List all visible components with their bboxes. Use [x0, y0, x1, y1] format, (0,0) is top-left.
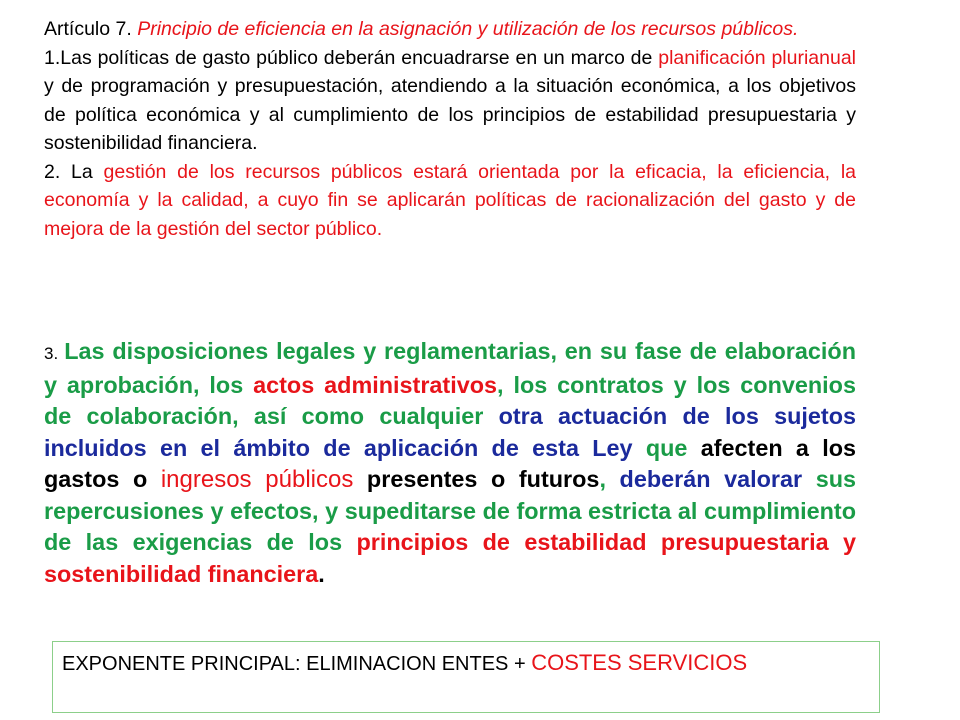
article-7-text	[44, 15, 856, 243]
p3-segment-12: principios de estabilidad presupuestaria y sostenibilidad financiera	[44, 529, 856, 587]
paragraph-3	[44, 336, 856, 590]
p3-segment-9: ,	[599, 466, 620, 492]
p3-segment-3: , los contratos y los convenios de colaboración, así como cualquier	[44, 371, 856, 429]
paragraph-2-number: 2. La	[44, 160, 104, 183]
p3-segment-4: otra actuación de los sujetos incluidos en el ámbito de aplicación de esta Ley	[44, 403, 856, 461]
p3-segment-5: que	[632, 434, 701, 461]
p3-segment-10: deberán valorar	[619, 466, 803, 492]
p3-segment-1: Las disposiciones legales y reglamentarias, en su fase de elaboración y aprobación, los	[44, 338, 857, 398]
p3-segment-7: ingresos públicos	[160, 466, 354, 493]
p3-segment-2: actos administrativos	[253, 371, 498, 398]
p3-segment-6: afecten a los gastos o	[44, 434, 856, 492]
paragraph-1	[44, 44, 856, 158]
p3-segment-11: sus repercusiones y efectos, y supeditarse de forma estricta al cumplimiento de las exigencias de los	[44, 466, 857, 555]
p3-segment-13: .	[318, 560, 325, 587]
paragraph-3-number: 3.	[44, 344, 65, 363]
paragraph-1-text-end: y de programación y presupuestación, atendiendo a la situación económica, a los objetivos de política económica y al cumplimiento de los principios de estabilidad presupuestaria y sostenibilidad financiera.	[44, 75, 856, 154]
article-heading	[44, 15, 856, 44]
footer-accent: COSTES SERVICIOS	[531, 650, 748, 675]
footer-box	[52, 641, 880, 713]
paragraph-3-body	[44, 336, 856, 590]
paragraph-1-highlight: planificación plurianual	[658, 46, 857, 69]
paragraph-2-highlight: gestión de los recursos públicos estará orientada por la eficacia, la eficiencia, la economía y la calidad, a cuyo fin se aplicarán políticas de racionalización del gasto y de mejora de la gestión del sector público.	[44, 160, 856, 240]
article-title: Principio de eficiencia en la asignación y utilización de los recursos públicos.	[137, 18, 799, 40]
article-number: Artículo 7.	[44, 18, 138, 40]
paragraph-2	[44, 158, 856, 244]
paragraph-1-text: 1.Las políticas de gasto público deberán encuadrarse en un marco de	[44, 46, 659, 69]
footer-label: EXPONENTE PRINCIPAL: ELIMINACION ENTES +	[62, 653, 532, 675]
p3-segment-8: presentes o futuros	[353, 466, 600, 492]
